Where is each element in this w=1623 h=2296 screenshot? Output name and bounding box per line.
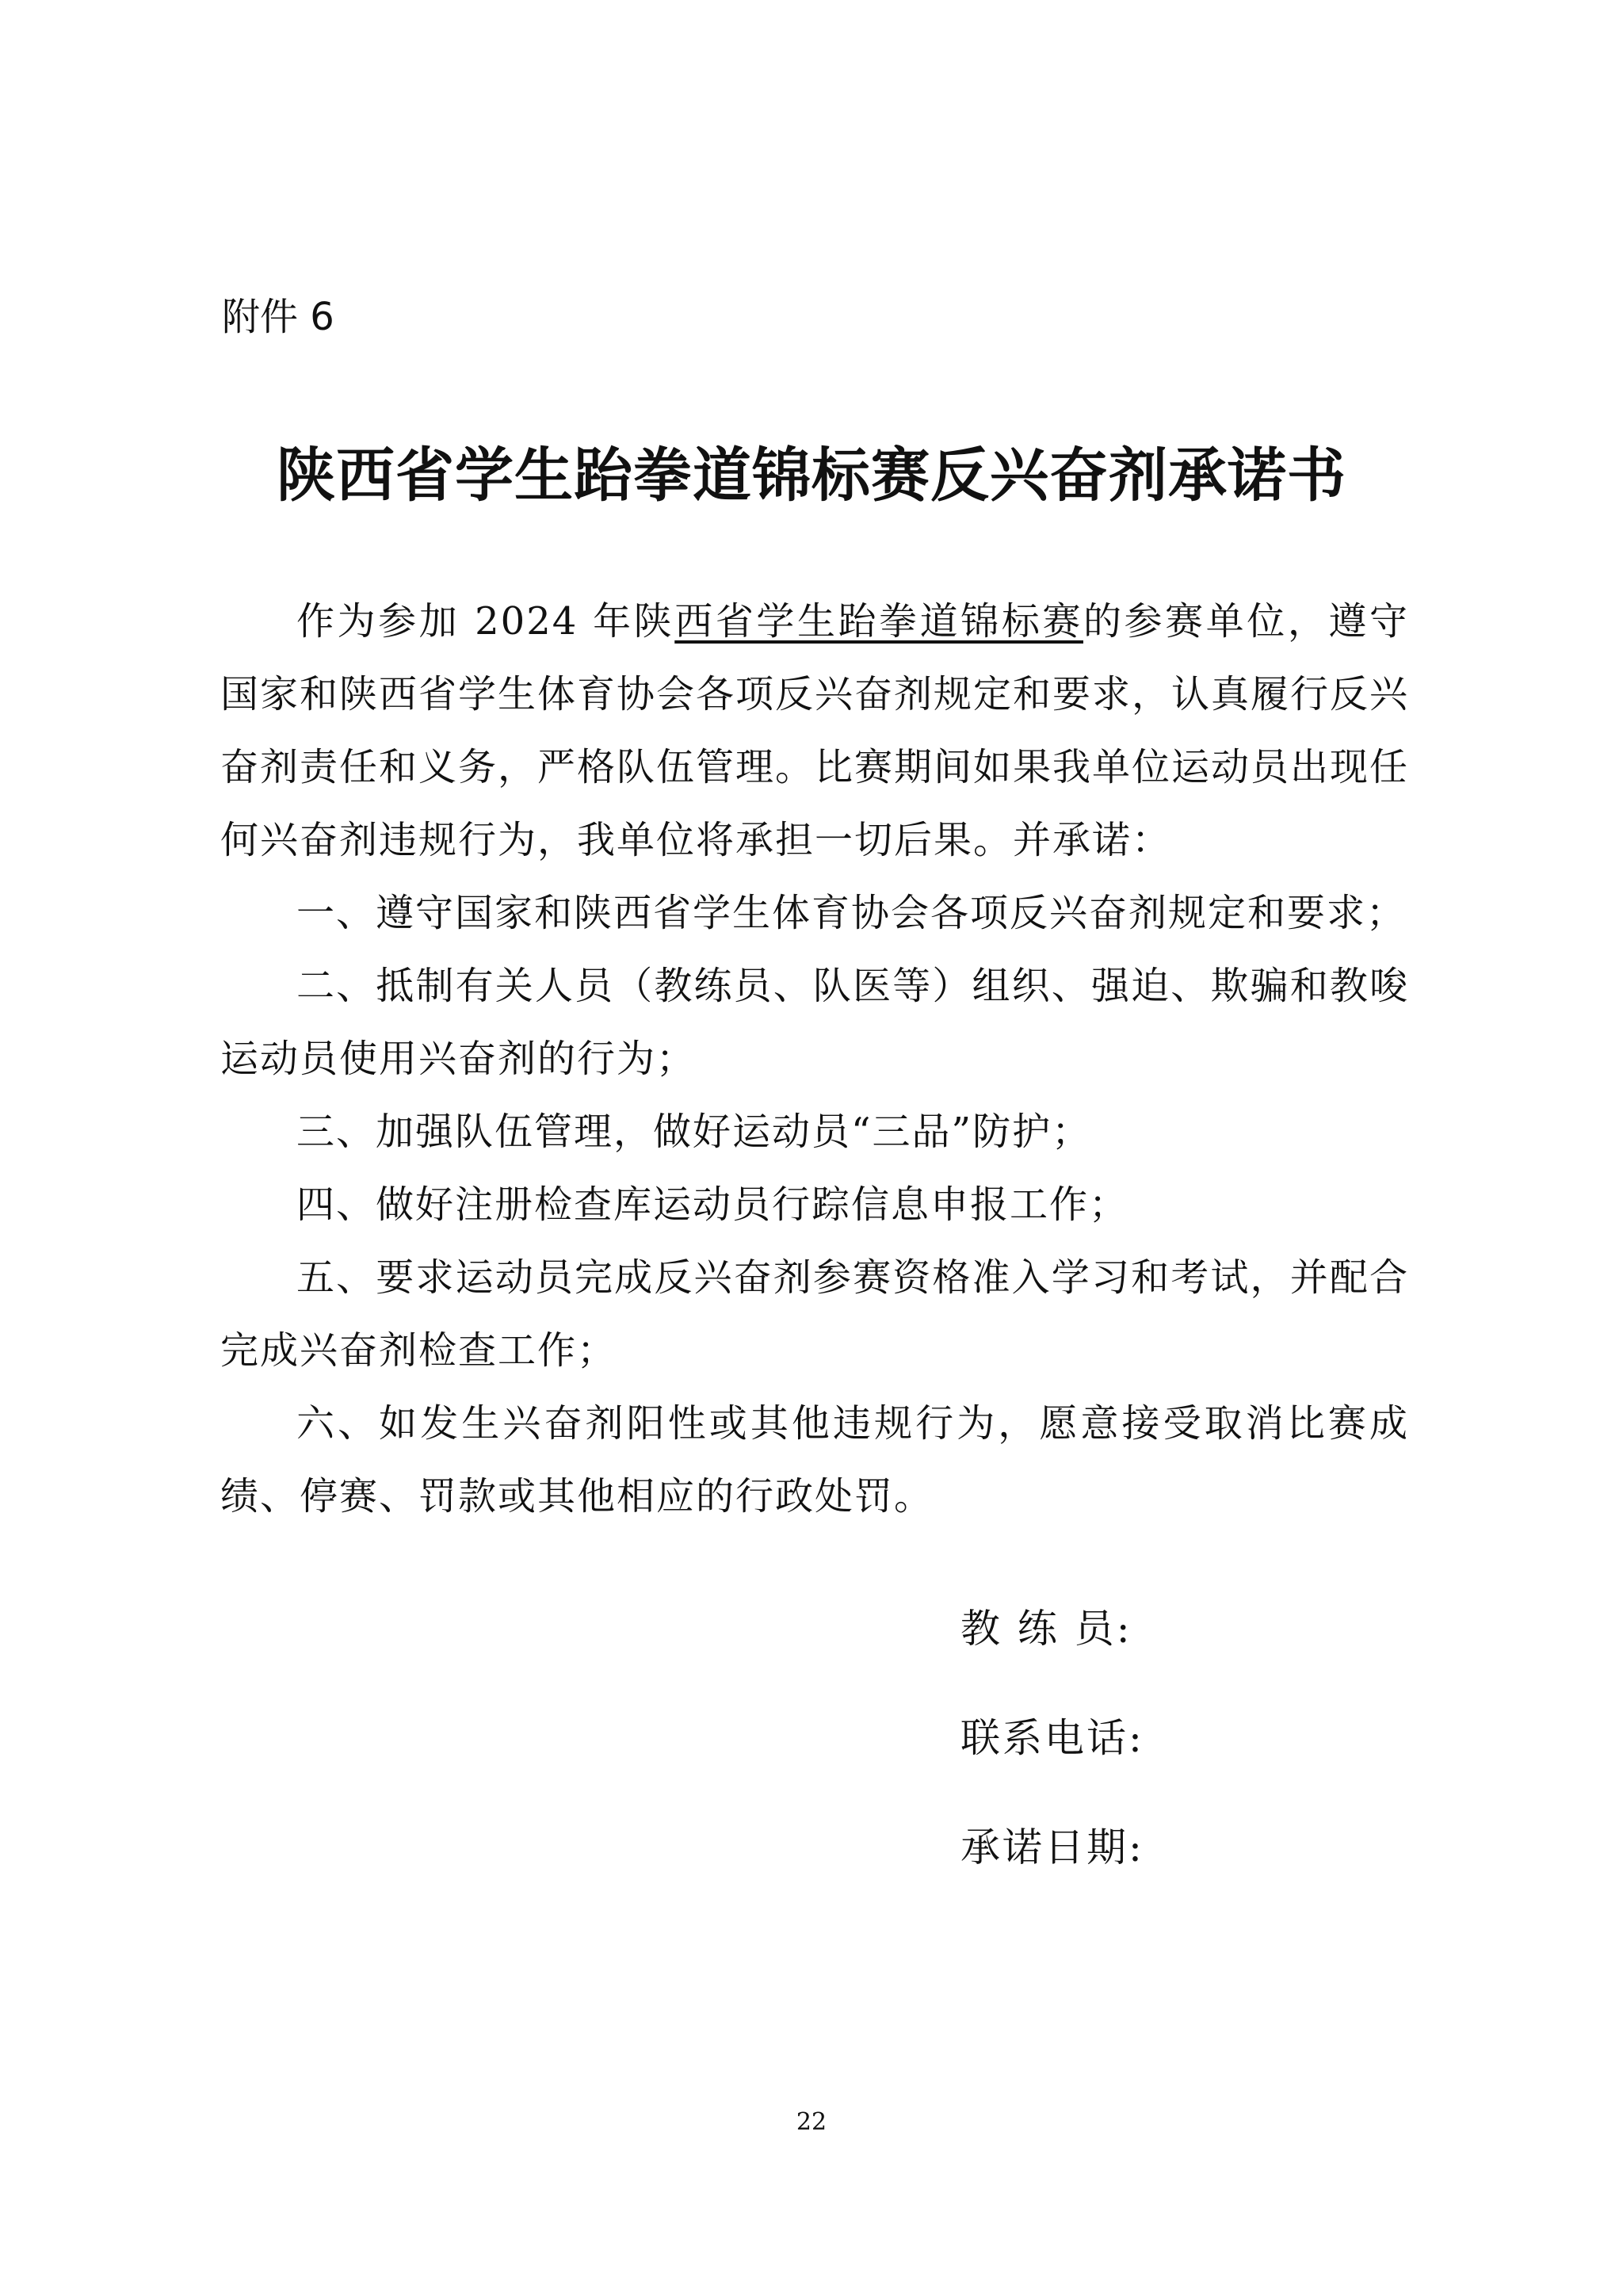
- commitment-item: 一、遵守国家和陕西省学生体育协会各项反兴奋剂规定和要求；: [296, 891, 1407, 935]
- page-title: 陕西省学生跆拳道锦标赛反兴奋剂承诺书: [277, 441, 1346, 510]
- coach-label: 教 练 员:: [960, 1606, 1132, 1652]
- signature-block: [960, 1601, 1144, 1929]
- event-name: 西省学生跆拳道锦标赛: [674, 599, 1083, 644]
- phone-label: 联系电话:: [960, 1715, 1144, 1761]
- commitment-item: 三、加强队伍管理，做好运动员“三品”防护；: [296, 1110, 1092, 1154]
- commitment-item: 六、如发生兴奋剂阳性或其他违规行为，愿意接受取消比赛成绩、停赛、罚款或其他相应的行政处罚。: [220, 1401, 1409, 1519]
- document-body: [220, 585, 1409, 1533]
- commitment-item: 四、做好注册检查库运动员行踪信息申报工作；: [296, 1182, 1129, 1227]
- intro-text-before: 作为参加 2024 年陕: [296, 599, 675, 644]
- intro-paragraph: [220, 585, 1409, 877]
- date-label: 承诺日期:: [960, 1824, 1144, 1870]
- attachment-label: 附件 6: [222, 295, 334, 339]
- page-number: 22: [796, 2108, 827, 2136]
- commitment-item: 二、抵制有关人员（教练员、队医等）组织、强迫、欺骗和教唆运动员使用兴奋剂的行为；: [220, 964, 1409, 1081]
- commitment-item: 五、要求运动员完成反兴奋剂参赛资格准入学习和考试，并配合完成兴奋剂检查工作；: [220, 1255, 1409, 1373]
- intro-text-after: 的参赛单位，遵守国家和陕西省学生体育协会各项反兴奋剂规定和要求，认真履行反兴奋剂责任和义务，严格队伍管理。比赛期间如果我单位运动员出现任何兴奋剂违规行为，我单位将承担一切后果。并承诺：: [220, 599, 1410, 862]
